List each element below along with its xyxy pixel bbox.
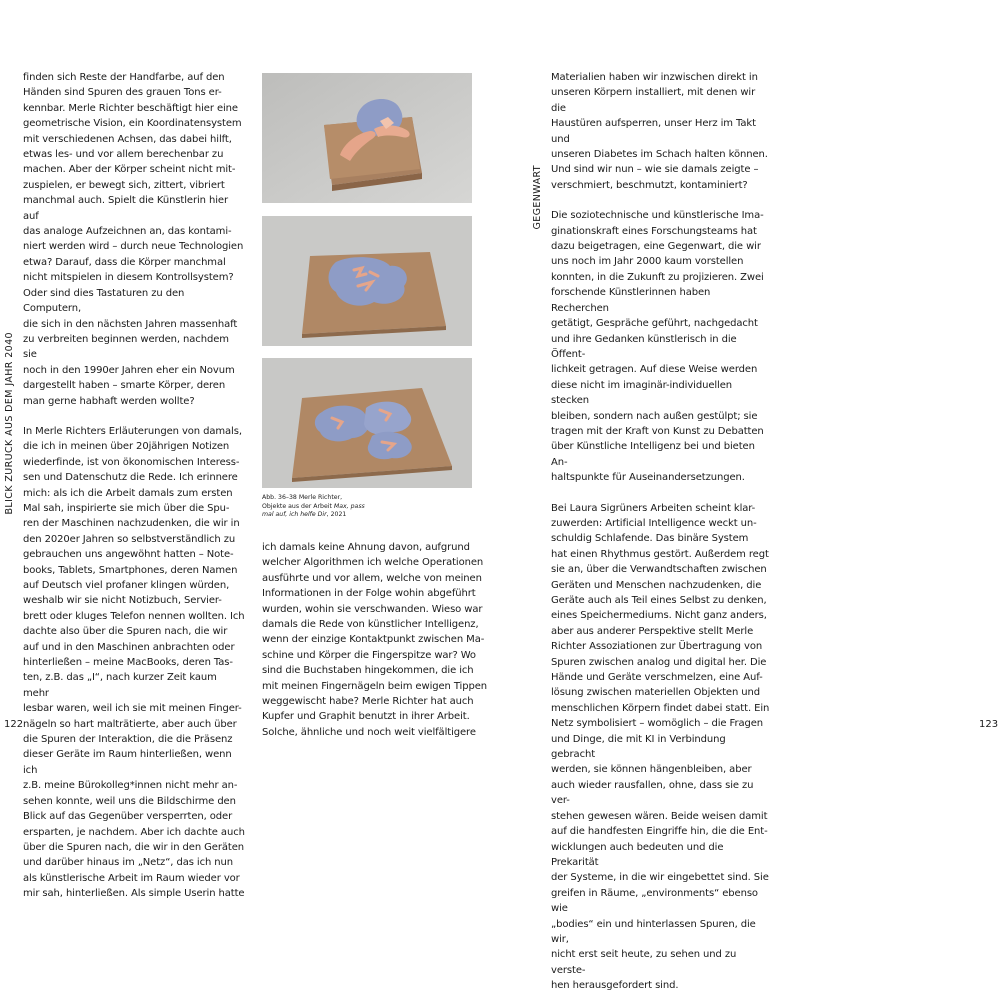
caption-title: Max, pass [333,502,365,510]
running-head-right: GEGENWART [532,165,543,230]
paragraph: In Merle Richters Erläuterungen von damals, die ich in meinen über 20jährigen Notizen wiederfinde, ist von ökonomischen Interess- sen und Datenschutz die Rede. Ich erinnere mich: als ich die Arbeit damals zum ersten Mal sah, inspirierte sie mich über die Spu- ren der Maschinen nachzudenken, die wir in den 2020er Jahren so selbstverständlich zu gebrauchen uns angewöhnt hatten – Note- books, Tablets, Smartphones, deren Namen auf Deutsch viel profaner klingen würden, weshalb wir sie nicht Notizbuch, Servier- brett oder kluges Telefon nennen wollten. Ich dachte also über die Spuren nach, die wir auf und in den Maschinen anbrachten oder hinterließen – meine MacBooks, deren Tas- ten, z.B. das „I“, nach kurzer Zeit kaum mehr lesbar waren, weil ich sie mit meinen Finger- nägeln so hart malträtierte, aber auch über die Spuren der Interaktion, die die Präsenz dieser Geräte im Raum hinterließen, wenn ich z.B. meine Bürokolleg*innen nicht mehr an- sehen konnte, weil uns die Bildschirme den Blick auf das Gegenüber versperrten, oder ersparten, je nachdem. Aber ich dachte auch über die Spuren nach, die wir in den Geräten und darüber hinaus im „Netz“, das ich nun als künstlerische Arbeit im Raum wieder vor mir sah, hinterließen. Als simple Userin hatte [23,425,245,900]
page-number-right: 123 [979,719,999,730]
right-column [551,70,771,994]
image-caption [262,494,412,520]
caption-title: mal auf, ich helfe Dir [262,511,327,519]
photo-clay-tiles-group [262,358,472,488]
left-column-2 [262,540,492,740]
photo-hands-object [262,73,472,203]
paragraph: Bei Laura Sigrüners Arbeiten scheint klar- zuwerden: Artificial Intelligence weckt un- schuldig Schlafende. Das binäre System hat einen Rhythmus gestört. Außerdem regt sie an, über die Verwandtschaften zwischen Geräten und Menschen nachzudenken, die Geräte auch als Teil eines Selbst zu denken, eines Speichermediums. Nicht ganz anders, aber aus anderer Perspektive stellt Merle Richter Assoziationen zur Übertragung von Spuren zwischen analog und digital her. Die Hände und Geräte verschmelzen, eine Auf- lösung zwischen materiellen Objekten und menschlichen Körpern findet dabei statt. Ein Netz symbolisiert – womöglich – die Fragen und Dinge, die mit KI in Verbindung gebracht werden, sie können hängenbleiben, aber auch wieder rausfallen, ohne, dass sie zu ver- stehen gewesen wären. Beide weisen damit auf die handfesten Eingriffe hin, die die Ent- wicklungen auch bedeuten und die Prekarität der Systeme, in die wir eingebettet sind. Sie greifen in Räume, „environments“ ebenso wie „bodies“ ein und hinterlassen Spuren, die wir, nicht erst seit heute, zu sehen und zu verste- hen herausgefordert sind. [551,502,770,992]
caption-line [262,503,412,512]
caption-line [262,511,412,520]
paragraph: ich damals keine Ahnung davon, aufgrund welcher Algorithmen ich welche Operationen ausführte und vor allem, welche von meinen Informationen in der Folge wohin abgeführt wurden, wohin sie verschwanden. Wieso war damals die Rede von künstlicher Intelligenz, wenn der einzige Kontaktpunkt zwischen Ma- schine und Körper die Fingerspitze war? Wo sind die Buchstaben hingekommen, die ich mit meinen Fingernägeln beim ewigen Tippen weggewischt habe? Merle Richter hat auch Kupfer und Graphit benutzt in ihrer Arbeit. Solche, ähnliche und noch weit vielfältigere [262,542,488,738]
caption-text: Objekte aus der Arbeit [262,502,334,510]
paragraph: Die soziotechnische und künstlerische Ima- ginationskraft eines Forschungsteams hat dazu beigetragen, eine Gegenwart, die wir uns noch im Jahr 2000 kaum vorstellen konnten, in die Zukunft zu projizieren. Zwei forschende Künstlerinnen haben Recherchen getätigt, Gespräche geführt, nachgedacht und ihre Gedanken künstlerisch in die Öffent- lichkeit getragen. Auf diese Weise werden diese nicht im imaginär-individuellen stecken bleiben, sondern nach außen gestülpt; sie tragen mit der Kraft von Kunst zu Debatten über Künstliche Intelligenz bei und bieten An- haltspunkte für Auseinandersetzungen. [551,210,764,484]
left-page [0,0,500,900]
paragraph: finden sich Reste der Handfarbe, auf den Händen sind Spuren des grauen Tons er- kennbar. Merle Richter beschäftigt hier eine geometrische Vision, ein Koordinatensystem mit verschiedenen Achsen, das dabei hilft, etwas les- und vor allem berechenbar zu machen. Aber der Körper scheint nicht mit- zuspielen, er bewegt sich, zittert, vibriert manchmal auch. Spielt die Künstlerin hier auf das analoge Aufzeichnen an, das kontami- niert werden wird – durch neue Technologien etwa? Darauf, dass die Körper manchmal nicht mitspielen in diesem Kontrollsystem? Oder sind dies Tastaturen zu den Computern, die sich in den nächsten Jahren massenhaft zu verbreiten beginnen werden, nachdem sie noch in den 1990er Jahren eher ein Novum dargestellt haben – smarte Körper, deren man gerne habhaft werden wollte? [23,72,244,407]
page-number-left: 122 [4,719,24,730]
left-column-1 [23,70,245,902]
paragraph: Materialien haben wir inzwischen direkt in unseren Körpern installiert, mit denen wir die Haustüren aufsperren, unser Herz im Takt und unseren Diabetes im Schach halten können. Und sind wir nun – wie sie damals zeigte – verschmiert, beschmutzt, kontaminiert? [551,72,768,191]
running-head-left: BLICK ZURÜCK AUS DEM JAHR 2040 [4,332,15,515]
right-page [500,0,1000,992]
caption-line: Abb. 36–38 Merle Richter, [262,494,343,501]
caption-text: , 2021 [326,511,347,519]
photo-clay-tile-single [262,216,472,346]
